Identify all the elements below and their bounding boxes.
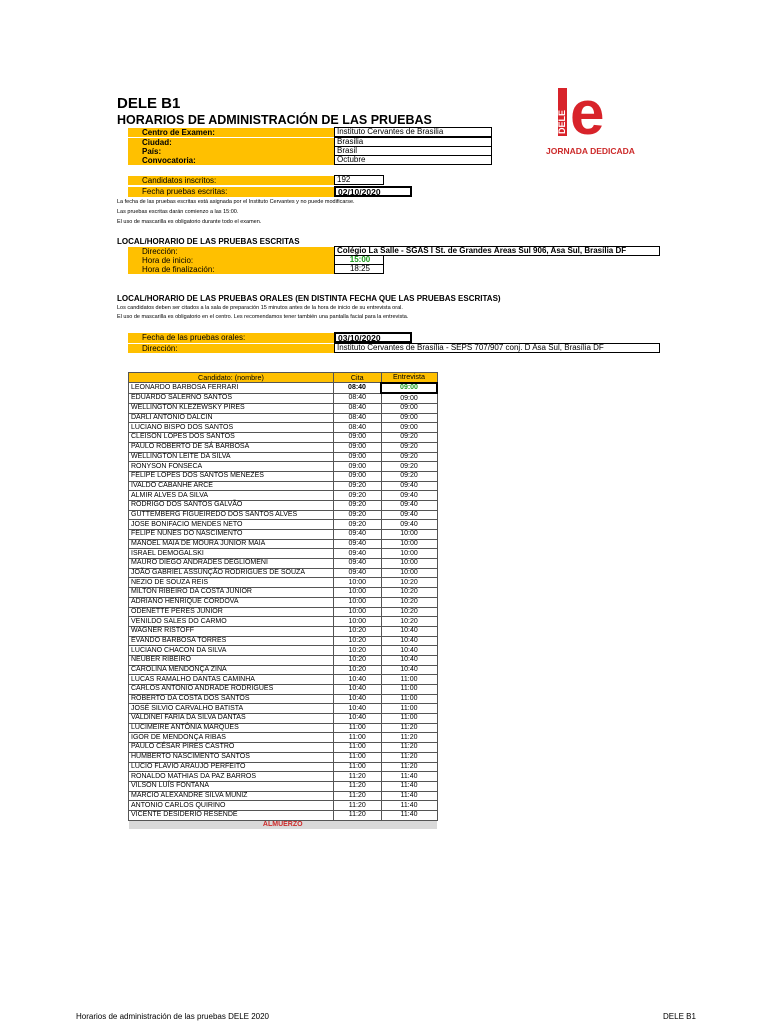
svg-text:DELE: DELE (557, 109, 567, 134)
entrevista-time: 09:40 (381, 491, 437, 501)
entrevista-time: 10:00 (381, 559, 437, 569)
entrevista-time: 11:40 (381, 781, 437, 791)
candidate-name: MAURO DIEGO ANDRADES DEGLIOMENI (129, 559, 334, 569)
entrevista-time: 10:40 (381, 626, 437, 636)
entrevista-time: 09:40 (381, 481, 437, 491)
cita-time: 11:20 (334, 810, 382, 820)
cita-time: 09:40 (334, 530, 382, 540)
cita-time: 09:40 (334, 539, 382, 549)
written-direccion-label: Dirección: (128, 247, 334, 256)
candidate-name: ISRAEL DEMOGALSKI (129, 549, 334, 559)
cita-time: 09:00 (334, 433, 382, 443)
centro-value: Instituto Cervantes de Brasilia (334, 127, 492, 137)
cita-time: 10:40 (334, 704, 382, 714)
candidate-name: WELLINGTON KLEZEWSKY PIRES (129, 404, 334, 414)
cita-time: 08:40 (334, 383, 382, 394)
entrevista-time: 11:20 (381, 762, 437, 772)
table-row (129, 539, 438, 549)
table-row (129, 714, 438, 724)
table-row (129, 433, 438, 443)
cita-time: 10:40 (334, 685, 382, 695)
oral-direccion-value: Instituto Cervantes de Brasília - SEPS 707/907 conj. D Asa Sul, Brasília DF (334, 343, 660, 353)
dele-logo-icon (556, 86, 628, 138)
candidate-name: CARLOS ANTONIO ANDRADE RODRIGUES (129, 685, 334, 695)
table-row (129, 442, 438, 452)
table-row (129, 772, 438, 782)
table-row (129, 607, 438, 617)
candidate-name: NEUBER RIBEIRO (129, 655, 334, 665)
lunch-row (129, 820, 438, 829)
schedule-table (128, 372, 438, 829)
table-row (129, 413, 438, 423)
entrevista-time: 09:00 (381, 423, 437, 433)
candidate-name: RODRIGO DOS SANTOS GALVÃO (129, 500, 334, 510)
entrevista-time: 10:20 (381, 607, 437, 617)
table-row (129, 655, 438, 665)
entrevista-time: 10:00 (381, 549, 437, 559)
cita-time: 08:40 (334, 393, 382, 403)
entrevista-time: 10:20 (381, 597, 437, 607)
candidate-name: LUCIANO BISPO DOS SANTOS (129, 423, 334, 433)
table-row (129, 491, 438, 501)
entrevista-time: 10:20 (381, 588, 437, 598)
oral-note-1: Los candidatos deben ser citados a la sala de preparación 15 minutos antes de la hora de inicio de su entrevista oral. (117, 305, 403, 311)
candidatos-label: Candidatos inscritos: (128, 176, 334, 185)
header-candidato: Candidato: (nombre) (129, 373, 334, 383)
oral-direccion-label: Dirección: (128, 344, 334, 353)
cita-time: 10:20 (334, 646, 382, 656)
entrevista-time: 10:00 (381, 530, 437, 540)
cita-time: 10:00 (334, 597, 382, 607)
table-header-row (129, 373, 438, 383)
entrevista-time: 11:40 (381, 772, 437, 782)
cita-time: 09:00 (334, 452, 382, 462)
table-row (129, 743, 438, 753)
entrevista-time: 10:20 (381, 578, 437, 588)
table-row (129, 781, 438, 791)
table-row (129, 762, 438, 772)
table-row (129, 578, 438, 588)
cita-time: 11:00 (334, 752, 382, 762)
candidate-name: ANTONIO CARLOS QUIRINO (129, 801, 334, 811)
header-cita: Cita (334, 373, 382, 383)
written-inicio-value: 15:00 (334, 255, 384, 265)
entrevista-time: 09:20 (381, 471, 437, 481)
pais-label: País: (128, 147, 334, 156)
candidatos-value: 192 (334, 175, 384, 185)
candidate-name: VICENTE DESIDERIO RESENDE (129, 810, 334, 820)
cita-time: 08:40 (334, 404, 382, 414)
cita-time: 10:00 (334, 607, 382, 617)
candidate-name: EDUARDO SALERNO SANTOS (129, 393, 334, 403)
candidate-name: LUCAS RAMALHO DANTAS CAMINHA (129, 675, 334, 685)
entrevista-time: 09:00 (381, 413, 437, 423)
oral-fecha-label: Fecha de las pruebas orales: (128, 333, 334, 343)
jornada-label: JORNADA DEDICADA (546, 146, 635, 156)
cita-time: 11:20 (334, 781, 382, 791)
dele-logo (556, 86, 628, 138)
cita-time: 11:20 (334, 772, 382, 782)
candidate-name: VENILDO SALES DO CARMO (129, 617, 334, 627)
entrevista-time: 10:40 (381, 646, 437, 656)
cita-time: 11:00 (334, 723, 382, 733)
table-row (129, 675, 438, 685)
candidate-name: FELIPE LOPES DOS SANTOS MENEZES (129, 471, 334, 481)
table-row (129, 646, 438, 656)
candidate-name: RONYSON FONSECA (129, 462, 334, 472)
note-written-1: La fecha de las pruebas escritas está asignada por el Instituto Cervantes y no puede modificarse. (117, 199, 355, 205)
oral-section-title: LOCAL/HORARIO DE LAS PRUEBAS ORALES (EN DISTINTA FECHA QUE LAS PRUEBAS ESCRITAS) (117, 294, 501, 303)
candidate-name: RONALDO MATHIAS DA PAZ BARROS (129, 772, 334, 782)
cita-time: 09:20 (334, 491, 382, 501)
ciudad-value: Brasilia (334, 137, 492, 147)
table-row (129, 559, 438, 569)
entrevista-time: 11:00 (381, 694, 437, 704)
cita-time: 09:00 (334, 462, 382, 472)
cita-time: 10:40 (334, 675, 382, 685)
entrevista-time: 10:20 (381, 617, 437, 627)
cita-time: 11:00 (334, 743, 382, 753)
note-written-2: Las pruebas escritas darán comienzo a las 15:00. (117, 209, 239, 215)
candidate-name: LUCIMEIRE ANTÔNIA MARQUES (129, 723, 334, 733)
candidate-name: ROBERTO DA COSTA DOS SANTOS (129, 694, 334, 704)
entrevista-time: 10:00 (381, 568, 437, 578)
cita-time: 10:00 (334, 578, 382, 588)
entrevista-time: 11:40 (381, 791, 437, 801)
table-row (129, 626, 438, 636)
cita-time: 09:20 (334, 500, 382, 510)
cita-time: 10:00 (334, 588, 382, 598)
candidate-name: NEZIO DE SOUZA REIS (129, 578, 334, 588)
cita-time: 09:20 (334, 520, 382, 530)
oral-note-2: El uso de mascarilla es obligatorio en el centro. Les recomendamos tener también una pantalla facial para la entrevista. (117, 314, 409, 320)
cita-time: 09:20 (334, 510, 382, 520)
cita-time: 10:20 (334, 655, 382, 665)
table-row (129, 510, 438, 520)
table-row (129, 597, 438, 607)
entrevista-time: 10:40 (381, 665, 437, 675)
centro-label: Centro de Examen: (128, 128, 334, 137)
candidate-name: LUCIANO CHACON DA SILVA (129, 646, 334, 656)
entrevista-time: 09:20 (381, 442, 437, 452)
cita-time: 11:20 (334, 801, 382, 811)
entrevista-time: 11:20 (381, 743, 437, 753)
table-row (129, 462, 438, 472)
candidate-name: IVALDO CABANHE ARCE (129, 481, 334, 491)
candidate-name: WAGNER RISTOFF (129, 626, 334, 636)
entrevista-time: 09:20 (381, 462, 437, 472)
table-row (129, 383, 438, 394)
candidate-name: ALMIR ALVES DA SILVA (129, 491, 334, 501)
pais-value: Brasil (334, 146, 492, 156)
cita-time: 11:00 (334, 762, 382, 772)
table-row (129, 733, 438, 743)
candidate-name: HUMBERTO NASCIMENTO SANTOS (129, 752, 334, 762)
entrevista-time: 09:00 (381, 383, 437, 394)
candidate-name: CAROLINA MENDONÇA ZINA (129, 665, 334, 675)
table-row (129, 481, 438, 491)
header-entrevista: Entrevista (381, 373, 437, 383)
entrevista-time: 11:20 (381, 752, 437, 762)
written-direccion-value: Colégio La Salle - SGAS I St. de Grandes Áreas Sul 906, Asa Sul, Brasília DF (334, 246, 660, 256)
cita-time: 10:40 (334, 714, 382, 724)
table-row (129, 723, 438, 733)
cita-time: 09:40 (334, 549, 382, 559)
cita-time: 11:00 (334, 733, 382, 743)
page-title: DELE B1 (117, 95, 181, 112)
table-row (129, 530, 438, 540)
cita-time: 10:20 (334, 636, 382, 646)
entrevista-time: 10:00 (381, 539, 437, 549)
candidate-name: MARCIO ALEXANDRE SILVA MUNIZ (129, 791, 334, 801)
table-row (129, 665, 438, 675)
cita-time: 09:00 (334, 471, 382, 481)
entrevista-time: 09:00 (381, 393, 437, 403)
table-row (129, 810, 438, 820)
written-inicio-label: Hora de inicio: (128, 256, 334, 265)
entrevista-time: 11:40 (381, 810, 437, 820)
candidate-name: CLEISON LOPES DOS SANTOS (129, 433, 334, 443)
fecha-escritas-value: 02/10/2020 (334, 186, 412, 197)
table-row (129, 752, 438, 762)
candidate-name: ODENETTE PERES JUNIOR (129, 607, 334, 617)
candidate-name: JOSE BONIFACIO MENDES NETO (129, 520, 334, 530)
cita-time: 09:20 (334, 481, 382, 491)
svg-text:e: e (570, 86, 605, 138)
written-section-title: LOCAL/HORARIO DE LAS PRUEBAS ESCRITAS (117, 237, 300, 246)
candidate-name: GUTTEMBERG FIGUEIREDO DOS SANTOS ALVES (129, 510, 334, 520)
candidate-name: PAULO ROBERTO DE SÁ BARBOSA (129, 442, 334, 452)
cita-time: 11:20 (334, 791, 382, 801)
candidate-name: ADRIANO HENRIQUE CORDOVA (129, 597, 334, 607)
cita-time: 09:40 (334, 559, 382, 569)
footer-right: DELE B1 (663, 1012, 696, 1021)
entrevista-time: 09:40 (381, 500, 437, 510)
lunch-label: ALMUERZO (129, 820, 438, 829)
candidate-name: PAULO CÉSAR PIRES CASTRO (129, 743, 334, 753)
candidate-name: VILSON LUÍS FONTANA (129, 781, 334, 791)
entrevista-time: 09:00 (381, 404, 437, 414)
entrevista-time: 11:00 (381, 675, 437, 685)
cita-time: 08:40 (334, 423, 382, 433)
candidate-name: VALDINEI FARIA DA SILVA DANTAS (129, 714, 334, 724)
table-row (129, 636, 438, 646)
page-subtitle: HORARIOS DE ADMINISTRACIÓN DE LAS PRUEBAS (117, 113, 432, 127)
cita-time: 08:40 (334, 413, 382, 423)
ciudad-label: Ciudad: (128, 138, 334, 147)
table-row (129, 617, 438, 627)
candidate-name: FELIPE NUNES DO NASCIMENTO (129, 530, 334, 540)
table-row (129, 393, 438, 403)
entrevista-time: 11:20 (381, 733, 437, 743)
entrevista-time: 09:20 (381, 452, 437, 462)
candidate-name: MANOEL MAIA DE MOURA JUNIOR MAIA (129, 539, 334, 549)
cita-time: 10:20 (334, 665, 382, 675)
candidate-name: JOSÉ SILVIO CARVALHO BATISTA (129, 704, 334, 714)
candidate-name: LUCIO FLAVIO ARAUJO PERFEITO (129, 762, 334, 772)
table-row (129, 588, 438, 598)
convocatoria-label: Convocatoria: (128, 156, 334, 165)
convocatoria-value: Octubre (334, 155, 492, 165)
cita-time: 09:40 (334, 568, 382, 578)
entrevista-time: 11:00 (381, 714, 437, 724)
entrevista-time: 11:00 (381, 685, 437, 695)
table-row (129, 568, 438, 578)
entrevista-time: 09:20 (381, 433, 437, 443)
schedule-body (129, 383, 438, 820)
cita-time: 09:00 (334, 442, 382, 452)
cita-time: 10:00 (334, 617, 382, 627)
entrevista-time: 09:40 (381, 520, 437, 530)
candidate-name: JOÃO GABRIEL ASSUNÇÃO RODRIGUES DE SOUZA (129, 568, 334, 578)
written-fin-label: Hora de finalización: (128, 265, 334, 274)
table-row (129, 704, 438, 714)
table-row (129, 452, 438, 462)
entrevista-time: 11:00 (381, 704, 437, 714)
note-written-3: El uso de mascarilla es obligatorio durante todo el examen. (117, 219, 262, 225)
table-row (129, 520, 438, 530)
table-row (129, 471, 438, 481)
oral-fecha-value: 03/10/2020 (334, 332, 412, 343)
table-row (129, 694, 438, 704)
candidate-name: EVANDO BARBOSA TORRES (129, 636, 334, 646)
written-fin-value: 18:25 (334, 264, 384, 274)
candidate-name: LEONARDO BARBOSA FERRARI (129, 383, 334, 394)
table-row (129, 549, 438, 559)
entrevista-time: 11:40 (381, 801, 437, 811)
candidate-name: DARLI ANTONIO DALCIN (129, 413, 334, 423)
table-row (129, 423, 438, 433)
table-row (129, 404, 438, 414)
cita-time: 10:40 (334, 694, 382, 704)
table-row (129, 685, 438, 695)
entrevista-time: 10:40 (381, 655, 437, 665)
fecha-escritas-label: Fecha pruebas escritas: (128, 187, 334, 197)
entrevista-time: 09:40 (381, 510, 437, 520)
candidate-name: MILTON RIBEIRO DA COSTA JUNIOR (129, 588, 334, 598)
entrevista-time: 10:40 (381, 636, 437, 646)
entrevista-time: 11:20 (381, 723, 437, 733)
table-row (129, 500, 438, 510)
table-row (129, 801, 438, 811)
cita-time: 10:20 (334, 626, 382, 636)
table-row (129, 791, 438, 801)
candidate-name: WELLINGTON LEITE DA SILVA (129, 452, 334, 462)
candidate-name: IGOR DE MENDONÇA RIBAS (129, 733, 334, 743)
footer-left: Horarios de administración de las pruebas DELE 2020 (76, 1012, 269, 1021)
